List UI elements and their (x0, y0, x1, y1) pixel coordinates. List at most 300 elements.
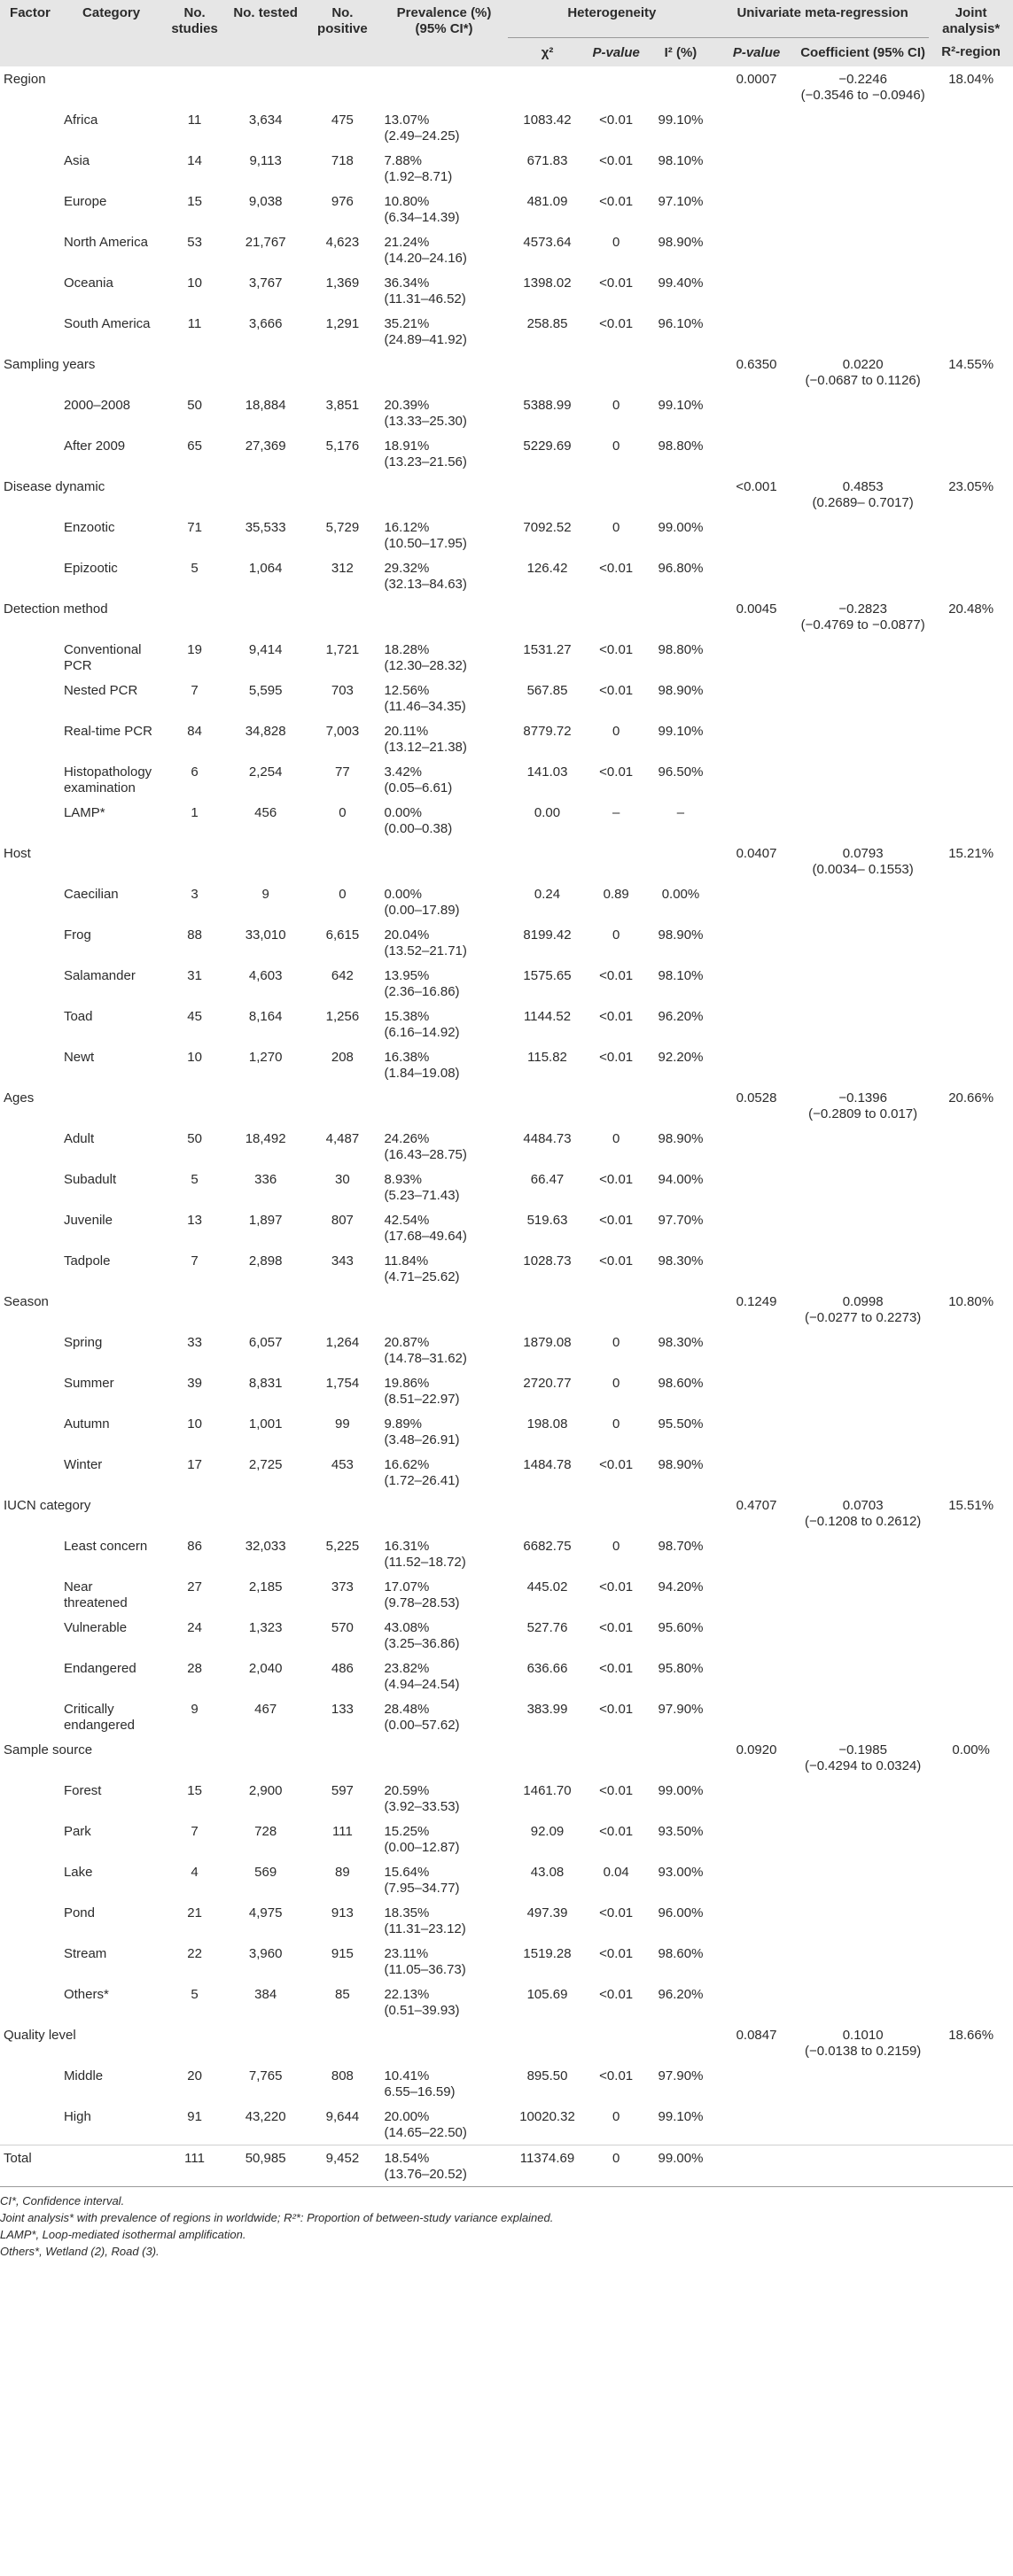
empty-cell (929, 1330, 1013, 1370)
prevalence-line2: (3.25–36.86) (384, 1635, 460, 1651)
category-label: 2000–2008 (63, 397, 131, 413)
heterogeneity-pvalue: <0.01 (599, 315, 634, 331)
heterogeneity-pvalue: 0 (612, 1416, 620, 1432)
empty-cell (797, 2104, 929, 2145)
factor-label: Host (4, 845, 31, 861)
category-label: Lake (63, 1864, 93, 1880)
no-tested: 1,897 (248, 1212, 283, 1228)
prevalence (380, 1126, 507, 1167)
no-positive: 807 (331, 1212, 354, 1228)
empty-cell (716, 1330, 797, 1370)
empty-cell (587, 1085, 645, 1126)
no-tested: 384 (254, 1986, 277, 2002)
category-label: Middle (63, 2068, 104, 2083)
coefficient-line2: (−0.2809 to 0.017) (808, 1106, 918, 1121)
no-tested: 9,038 (248, 193, 283, 209)
empty-cell (162, 1493, 227, 1533)
factor-row (0, 1737, 1013, 1778)
category-row (0, 1574, 1013, 1615)
empty-cell (797, 1452, 929, 1493)
prevalence-line2: (2.36–16.86) (384, 983, 460, 999)
heterogeneity-pvalue: <0.01 (599, 1253, 634, 1269)
prevalence-line1: 18.28% (384, 641, 430, 657)
category-label: Stream (63, 1945, 107, 1961)
note-others: Others*, Wetland (2), Road (3). (0, 2244, 160, 2258)
prevalence (380, 555, 507, 596)
empty-cell (716, 1615, 797, 1656)
heterogeneity-pvalue: 0 (612, 1538, 620, 1554)
prevalence-line1: 15.25% (384, 1823, 430, 1839)
factor-row (0, 474, 1013, 515)
no-positive: 89 (335, 1864, 350, 1880)
empty-cell (716, 148, 797, 189)
prevalence-line1: 8.93% (384, 1171, 423, 1187)
category-row (0, 1533, 1013, 1574)
empty-cell (716, 433, 797, 474)
prevalence-line2: (11.31–23.12) (384, 1920, 466, 1936)
empty-cell (797, 1574, 929, 1615)
chi-square: 141.03 (526, 764, 568, 780)
empty-cell (929, 1859, 1013, 1900)
empty-cell (0, 1615, 60, 1656)
empty-cell (587, 596, 645, 637)
factor-label: Sampling years (4, 356, 96, 372)
empty-cell (0, 759, 60, 800)
category-row (0, 1819, 1013, 1859)
no-tested: 2,900 (248, 1782, 283, 1798)
no-positive: 976 (331, 193, 354, 209)
prevalence-line2: (13.23–21.56) (384, 454, 467, 469)
no-positive: 1,264 (325, 1334, 360, 1350)
category-row (0, 107, 1013, 148)
empty-cell (0, 922, 60, 963)
empty-cell (162, 474, 227, 515)
prevalence (380, 311, 507, 352)
chi-square: 115.82 (527, 1049, 567, 1065)
empty-cell (380, 474, 507, 515)
empty-cell (797, 922, 929, 963)
empty-cell (929, 1778, 1013, 1819)
prevalence (380, 1656, 507, 1696)
no-tested: 2,185 (248, 1579, 283, 1594)
heterogeneity-pvalue: <0.01 (599, 682, 634, 698)
empty-cell (508, 474, 588, 515)
no-tested: 32,033 (245, 1538, 286, 1554)
heterogeneity-pvalue: <0.01 (599, 967, 634, 983)
i-squared: 94.00% (658, 1171, 704, 1187)
empty-cell (929, 678, 1013, 718)
empty-cell (716, 229, 797, 270)
no-positive: 5,729 (325, 519, 360, 535)
empty-cell (0, 718, 60, 759)
empty-cell (797, 515, 929, 555)
category-label: After 2009 (63, 438, 126, 454)
header-row-1 (0, 0, 1013, 37)
empty-cell (716, 1533, 797, 1574)
empty-cell (304, 1493, 380, 1533)
total-studies: 111 (184, 2150, 205, 2166)
heterogeneity-pvalue: <0.01 (599, 1171, 634, 1187)
i-squared: 99.00% (658, 1782, 704, 1798)
prevalence-line1: 0.00% (384, 804, 423, 820)
empty-cell (60, 2145, 162, 2186)
no-positive: 9,644 (325, 2108, 360, 2124)
category-row (0, 1696, 1013, 1737)
prevalence (380, 1330, 507, 1370)
prevalence-line1: 20.00% (384, 2108, 430, 2124)
empty-cell (716, 1982, 797, 2022)
coefficient-line2: (0.2689– 0.7017) (812, 494, 914, 510)
prevalence (380, 1004, 507, 1044)
chi-square: 5229.69 (523, 438, 572, 454)
empty-cell (0, 392, 60, 433)
coefficient-line1: −0.1396 (838, 1090, 887, 1106)
empty-cell (797, 433, 929, 474)
category-label: Critically endangered (63, 1701, 136, 1733)
prevalence-line1: 13.07% (384, 112, 430, 128)
heterogeneity-pvalue: <0.01 (599, 641, 634, 657)
total-label: Total (4, 2150, 32, 2166)
i-squared: 99.10% (658, 2108, 704, 2124)
empty-cell (716, 718, 797, 759)
empty-cell (929, 148, 1013, 189)
chi-square: 1484.78 (523, 1456, 572, 1472)
empty-cell (0, 1533, 60, 1574)
chi-square: 105.69 (526, 1986, 568, 2002)
heterogeneity-pvalue: <0.01 (599, 1049, 634, 1065)
no-studies: 19 (187, 641, 202, 657)
empty-cell (716, 1656, 797, 1696)
no-studies: 10 (187, 1049, 202, 1065)
empty-cell (162, 1289, 227, 1330)
prevalence-line1: 20.11% (384, 723, 429, 739)
coefficient-line2: (−0.1208 to 0.2612) (804, 1513, 922, 1529)
header-prevalence: Prevalence (%) (95% CI*) (396, 5, 492, 36)
empty-cell (716, 1941, 797, 1982)
no-tested: 728 (254, 1823, 277, 1839)
no-studies: 9 (191, 1701, 199, 1717)
prevalence (380, 1941, 507, 1982)
empty-cell (797, 1696, 929, 1737)
empty-cell (929, 1167, 1013, 1207)
prevalence-line1: 23.11% (384, 1945, 429, 1961)
no-tested: 7,765 (248, 2068, 283, 2083)
empty-cell (797, 1126, 929, 1167)
empty-cell (0, 1370, 60, 1411)
no-positive: 5,225 (325, 1538, 360, 1554)
chi-square: 497.39 (526, 1905, 568, 1920)
empty-cell (645, 474, 716, 515)
empty-cell (645, 596, 716, 637)
i-squared: 96.00% (658, 1905, 704, 1920)
empty-cell (508, 1289, 588, 1330)
category-label: Caecilian (63, 886, 119, 902)
empty-cell (929, 1900, 1013, 1941)
chi-square: 1519.28 (523, 1945, 572, 1961)
empty-cell (716, 189, 797, 229)
category-label: Juvenile (63, 1212, 113, 1228)
empty-cell (797, 1615, 929, 1656)
empty-cell (716, 1859, 797, 1900)
empty-cell (797, 1207, 929, 1248)
empty-cell (508, 841, 588, 881)
empty-cell (0, 189, 60, 229)
prevalence-line2: (1.92–8.71) (384, 168, 453, 184)
prevalence (380, 800, 507, 841)
total-tested: 50,985 (245, 2150, 286, 2166)
prevalence-line2: (14.78–31.62) (384, 1350, 467, 1366)
heterogeneity-pvalue: 0 (612, 397, 620, 413)
heterogeneity-pvalue: <0.01 (599, 1905, 634, 1920)
category-label: Africa (63, 112, 98, 128)
no-studies: 91 (187, 2108, 202, 2124)
empty-cell (716, 270, 797, 311)
empty-cell (797, 1370, 929, 1411)
empty-cell (587, 1289, 645, 1330)
empty-cell (797, 1819, 929, 1859)
i-squared: 94.20% (658, 1579, 704, 1594)
empty-cell (716, 1044, 797, 1085)
empty-cell (587, 352, 645, 392)
heterogeneity-pvalue: <0.01 (599, 764, 634, 780)
prevalence-line2: (3.48–26.91) (384, 1432, 460, 1447)
prevalence (380, 1859, 507, 1900)
no-positive: 4,487 (325, 1130, 360, 1146)
table-body (0, 66, 1013, 2187)
prevalence (380, 922, 507, 963)
chi-square: 5388.99 (523, 397, 572, 413)
no-tested: 27,369 (245, 438, 286, 454)
empty-cell (797, 2145, 929, 2186)
category-label: Toad (63, 1008, 93, 1024)
prevalence-line2: (13.12–21.38) (384, 739, 467, 755)
header-i2: I² (%) (664, 44, 697, 60)
no-tested: 9,414 (248, 641, 283, 657)
no-positive: 133 (331, 1701, 354, 1717)
i-squared: 96.80% (658, 560, 704, 576)
category-row (0, 148, 1013, 189)
total-row (0, 2145, 1013, 2186)
prevalence-line2: (7.95–34.77) (384, 1880, 460, 1896)
empty-cell (0, 1778, 60, 1819)
empty-cell (162, 1737, 227, 1778)
factor-label: Detection method (4, 601, 108, 617)
header-r2: R²-region (941, 44, 1001, 59)
empty-cell (929, 2104, 1013, 2145)
empty-cell (587, 2022, 645, 2063)
empty-cell (0, 229, 60, 270)
coefficient-line1: 0.0220 (842, 356, 884, 372)
prevalence-line1: 13.95% (384, 967, 430, 983)
joint-r2: 0.00% (952, 1742, 990, 1757)
prevalence (380, 1900, 507, 1941)
prevalence (380, 1044, 507, 1085)
i-squared: 96.50% (658, 764, 704, 780)
empty-cell (929, 311, 1013, 352)
category-label: Autumn (63, 1416, 110, 1432)
no-positive: 1,291 (325, 315, 360, 331)
no-positive: 6,615 (325, 927, 360, 943)
no-studies: 11 (187, 112, 202, 128)
prevalence-line2: (13.33–25.30) (384, 413, 467, 429)
no-tested: 43,220 (245, 2108, 286, 2124)
no-positive: 85 (335, 1986, 350, 2002)
no-studies: 84 (187, 723, 202, 739)
prevalence-line2: (11.05–36.73) (384, 1961, 466, 1977)
empty-cell (929, 1411, 1013, 1452)
joint-r2: 15.51% (948, 1497, 994, 1513)
empty-cell (929, 800, 1013, 841)
empty-cell (645, 1737, 716, 1778)
i-squared: 96.20% (658, 1008, 704, 1024)
prevalence (380, 2104, 507, 2145)
empty-cell (716, 1411, 797, 1452)
prevalence-line2: 6.55–16.59) (384, 2083, 456, 2099)
no-tested: 1,064 (248, 560, 283, 576)
no-studies: 5 (191, 1986, 199, 2002)
heterogeneity-pvalue: <0.01 (599, 1660, 634, 1676)
empty-cell (380, 596, 507, 637)
univariate-pvalue: 0.0920 (736, 1742, 777, 1757)
heterogeneity-pvalue: <0.01 (599, 1701, 634, 1717)
empty-cell (508, 596, 588, 637)
category-label: Europe (63, 193, 107, 209)
category-row (0, 1411, 1013, 1452)
empty-cell (380, 66, 507, 107)
i-squared: 95.80% (658, 1660, 704, 1676)
category-row (0, 392, 1013, 433)
chi-square: 7092.52 (523, 519, 572, 535)
category-label: Pond (63, 1905, 95, 1920)
empty-cell (929, 189, 1013, 229)
empty-cell (380, 2022, 507, 2063)
category-label: Oceania (63, 275, 113, 291)
i-squared: 98.60% (658, 1945, 704, 1961)
prevalence-line1: 36.34% (384, 275, 430, 291)
no-studies: 11 (187, 315, 202, 331)
chi-square: 519.63 (526, 1212, 568, 1228)
chi-square: 895.50 (526, 2068, 568, 2083)
empty-cell (380, 1493, 507, 1533)
empty-cell (929, 1452, 1013, 1493)
category-row (0, 1859, 1013, 1900)
empty-cell (0, 1982, 60, 2022)
univariate-coefficient (797, 1737, 929, 1778)
no-tested: 336 (254, 1171, 277, 1187)
no-tested: 35,533 (245, 519, 286, 535)
header-coef: Coefficient (95% CI) (800, 44, 926, 60)
prevalence (380, 189, 507, 229)
empty-cell (508, 1493, 588, 1533)
empty-cell (0, 1167, 60, 1207)
empty-cell (304, 841, 380, 881)
empty-cell (645, 1085, 716, 1126)
univariate-pvalue: <0.001 (736, 478, 777, 494)
prevalence (380, 759, 507, 800)
empty-cell (508, 1737, 588, 1778)
prevalence-line1: 18.91% (384, 438, 430, 454)
heterogeneity-pvalue: <0.01 (599, 1008, 634, 1024)
prevalence (380, 1982, 507, 2022)
prevalence-line2: (10.50–17.95) (384, 535, 467, 551)
prevalence (380, 433, 507, 474)
category-label: Endangered (63, 1660, 136, 1676)
prevalence-line1: 18.35% (384, 1905, 430, 1920)
empty-cell (0, 1574, 60, 1615)
heterogeneity-pvalue: <0.01 (599, 2068, 634, 2083)
category-row (0, 1982, 1013, 2022)
category-label: North America (63, 234, 148, 250)
empty-cell (716, 963, 797, 1004)
prevalence-line2: (11.31–46.52) (384, 291, 466, 306)
chi-square: 383.99 (526, 1701, 568, 1717)
i-squared: 93.00% (658, 1864, 704, 1880)
chi-square: 8199.42 (523, 927, 572, 943)
heterogeneity-pvalue: <0.01 (599, 193, 634, 209)
no-tested: 1,270 (248, 1049, 283, 1065)
chi-square: 1083.42 (523, 112, 572, 128)
empty-cell (929, 963, 1013, 1004)
empty-cell (929, 1044, 1013, 1085)
empty-cell (929, 2145, 1013, 2186)
empty-cell (0, 433, 60, 474)
no-tested: 8,164 (248, 1008, 283, 1024)
prevalence (380, 1370, 507, 1411)
heterogeneity-pvalue: <0.01 (599, 152, 634, 168)
empty-cell (0, 1004, 60, 1044)
empty-cell (304, 1085, 380, 1126)
no-studies: 14 (187, 152, 202, 168)
coefficient-line2: (−0.4769 to −0.0877) (800, 617, 925, 632)
empty-cell (797, 392, 929, 433)
category-row (0, 1778, 1013, 1819)
no-studies: 15 (187, 1782, 202, 1798)
no-studies: 6 (191, 764, 199, 780)
chi-square: 2720.77 (523, 1375, 572, 1391)
prevalence (380, 1574, 507, 1615)
prevalence-line1: 24.26% (384, 1130, 430, 1146)
note-lamp: LAMP*, Loop-mediated isothermal amplification. (0, 2227, 246, 2241)
prevalence-line1: 15.38% (384, 1008, 430, 1024)
category-row (0, 433, 1013, 474)
univariate-coefficient (797, 474, 929, 515)
header-category: Category (82, 5, 141, 20)
category-label: Others* (63, 1986, 109, 2002)
category-label: Nested PCR (63, 682, 138, 698)
chi-square: 258.85 (526, 315, 568, 331)
chi-square: 671.83 (526, 152, 568, 168)
empty-cell (304, 2022, 380, 2063)
i-squared: 98.10% (658, 152, 704, 168)
prevalence-line1: 17.07% (384, 1579, 430, 1594)
prevalence-line1: 7.88% (384, 152, 423, 168)
prevalence (380, 515, 507, 555)
category-row (0, 1044, 1013, 1085)
empty-cell (797, 270, 929, 311)
joint-r2: 20.48% (948, 601, 994, 617)
no-studies: 4 (191, 1864, 199, 1880)
i-squared: 99.40% (658, 275, 704, 291)
category-row (0, 1615, 1013, 1656)
factor-label: IUCN category (4, 1497, 91, 1513)
no-positive: 208 (331, 1049, 354, 1065)
no-tested: 3,960 (248, 1945, 283, 1961)
empty-cell (797, 229, 929, 270)
i-squared: 96.20% (658, 1986, 704, 2002)
no-positive: 3,851 (325, 397, 360, 413)
prevalence-line1: 35.21% (384, 315, 430, 331)
empty-cell (227, 352, 304, 392)
